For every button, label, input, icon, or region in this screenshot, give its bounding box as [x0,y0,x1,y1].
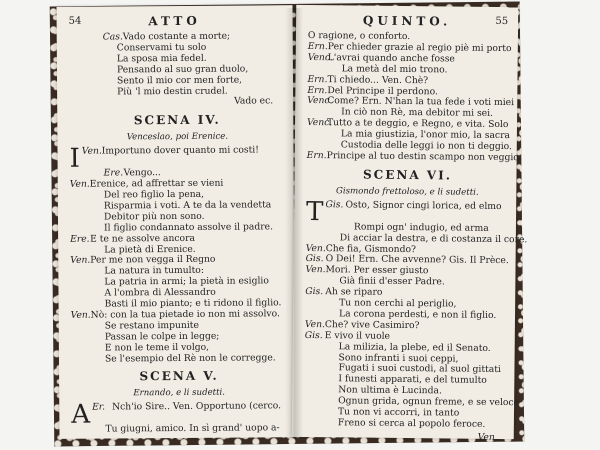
verse-text: Nch'io Sire.. Ven. Opportuno (cerco. [112,400,282,413]
speaker-label: Gis. [305,253,324,265]
speaker-label: Ern. [306,149,327,162]
left-top-verses [69,31,286,109]
speaker-label: Ern. [307,73,328,85]
verse-text: Risparmia i voti. A te da la vendetta [103,199,272,212]
verse-line [71,353,287,365]
verse-text: La mia giustizia, l'onor mio, la sacra [340,128,511,142]
verse-text: Per me non vegga il Regno [90,254,216,267]
verse-text: La metà del mio trono. [341,63,448,76]
right-header [296,13,518,31]
speaker-label: Gis. [325,198,344,211]
verse-text: Fugati i suoi custodi, al suol gittati [338,362,501,376]
verse-text: L'avrai quando anche fosse [327,51,455,65]
speaker-label: Gis. [304,329,323,341]
verse-line [305,196,508,227]
speaker-label: Ven. [70,255,91,267]
speaker-label: Venc. [306,117,333,129]
verse-text: Debitor più non sono. [103,210,205,223]
drop-capital: A [71,399,91,431]
scene-5-title: SCENA V. [139,369,219,384]
verse-text: Del reo figlio la pena, [103,188,205,201]
verse-text: O Dei! Ern. Che avvenne? Gis. Il Prèce. [325,253,509,267]
verse-line [69,97,285,109]
verse-text: Del Principe il perdono. [327,84,438,97]
verse-text: Ti chiedo... Ven. Chè? [327,73,429,86]
verse-text: E non le teme il volgo, [104,341,210,354]
verse-text: Ah se riparo [325,286,383,298]
verse-text: Già finii d'esser Padre. [339,275,445,288]
scene-4-characters: Venceslao, poi Erenice. [126,131,229,143]
right-text-column [304,29,528,444]
verse-text: Per chieder grazie al regio piè mi porto [327,41,512,55]
drop-capital: I [69,143,80,174]
verse-text: Vado costante a morte; [122,30,231,43]
verse-text: E vivo il vuole [324,329,391,342]
verse-text: Freno si cerca al popolo feroce. [337,417,486,430]
verse-text: Ognun grida, ognun freme, e se veloce [338,395,520,409]
verse-text: Tutto a te deggio, e Regno, e vita. Solo [326,117,509,131]
speaker-label: Ern. [307,84,328,96]
speaker-label: Er. [92,401,106,413]
verse-text: Nò: con la tua pietade io non mi assolvo. [90,308,280,321]
verse-text: O ragione, o conforto. [307,29,411,43]
verse-text: Conservami tu solo [116,41,207,54]
verse-line [306,149,522,164]
speaker-label: Ven. [70,309,91,321]
verse-text: La natura in tumulto: [104,265,204,277]
verse-text: Tu giugni, amico. In sì grand' uopo a- [105,422,280,435]
left-header [57,13,293,31]
verse-text: Che fia, Gismondo? [325,242,417,255]
verse-text: Di acciar la destra, e di costanza il core. [339,231,528,245]
verse-text: Passan le colpe in legge; [104,330,220,343]
verse-text: Mori. Per esser giusto [325,264,429,277]
verse-text: La corona perdesti, e non il figlio. [338,308,497,321]
verse-text: Pensando al suo gran duolo, [116,63,249,76]
verse-text: I funesti apparati, e del tumulto [338,373,487,387]
verse-text: Erenice, ad affrettar se vieni [89,177,224,190]
scene-6-characters: Gismondo frettoloso, e li sudetti. [335,186,479,198]
verse-text: La patria in armi; la pietà in esiglio [104,275,269,288]
speaker-label: Gis. [305,286,324,298]
verse-text: Come? Ern. N'han la tua fede i voti miei [327,95,515,109]
running-title-right: QUINTO. [362,13,452,29]
catchword: Ven. [477,431,498,443]
speaker-label: Ere. [103,167,124,179]
verse-text: Se l'esempio del Rè non le corregge. [104,351,276,365]
scene-5-characters: Ernando, e li sudetti. [133,388,226,399]
verse-text: Sento il mio cor men forte, [116,74,243,87]
verse-text: In ciò non Rè, ma debitor mi sei. [341,106,494,120]
speaker-label: Ven. [69,178,90,190]
verse-text: Rompi ogn' indugio, ed arma [353,221,489,234]
verse-text: Vengo... [123,167,161,179]
speaker-label: Cas. [102,31,123,43]
verse-text: Basti il mio pianto; e ti ridono il figlio. [104,297,282,310]
verse-text: A l'ombra di Alessandro [104,286,216,299]
book-gutter [285,8,303,438]
verse-text: E te ne assolve ancora [90,232,195,245]
verse-text: La milizia, la plebe, ed il Senato. [338,340,491,354]
scene-4-title: SCENA IV. [133,113,221,128]
verse-text: Principe al tuo destin scampo non veggio. [326,150,522,164]
verse-line [304,418,506,431]
speaker-label: Ere. [70,233,90,245]
verse-text: Più 'l mio destin crudel. [117,85,228,97]
running-title-left: ATTO [148,13,201,29]
verse-text: Se restano impunite [104,319,199,332]
verse-text: Non ultima è Lucinda. [338,384,442,397]
verse-text: Che? vive Casimiro? [324,319,420,332]
scene-5-verses [71,399,287,436]
verse-text: La sposa mia fedel. [116,52,207,65]
verse-text: Vado ec. [234,95,274,108]
verse-text: Il figlio condannato assolve il padre. [103,221,274,234]
verse-text: Sono infranti i suoi ceppi, [338,351,459,365]
page-number-right: 55 [495,15,509,28]
scene-6-verses [304,196,528,431]
speaker-label: Ven. [305,264,326,276]
verse-text: Osto, Signor cingi lorica, ed elmo [345,199,502,212]
speaker-label: Ven. [304,318,326,331]
speaker-label: Ven. [81,145,102,157]
right-page [292,5,528,443]
verse-text: Custodia delle leggi io non ti deggio. [340,139,513,153]
scene-6-title: SCENA VI. [362,167,453,183]
scene-4-verses [69,145,287,365]
verse-text: Tu non vi accorri, in tanto [337,406,460,419]
right-top-verses [306,29,522,164]
speaker-label: Ern. [307,40,328,53]
verse-text: Tu non cerchi al periglio, [339,297,457,310]
left-page [56,5,295,439]
verse-line [71,424,287,436]
left-text-column [69,31,288,436]
speaker-label: Venc. [307,51,333,64]
verse-text: La pietà di Erenice. [104,243,196,256]
verse-text: Importuno dover quanto mi costi! [101,144,259,157]
page-number-left: 54 [68,15,82,27]
drop-capital: T [305,196,324,227]
speaker-label: Ven. [305,242,326,254]
speaker-label: Venc. [307,95,333,107]
